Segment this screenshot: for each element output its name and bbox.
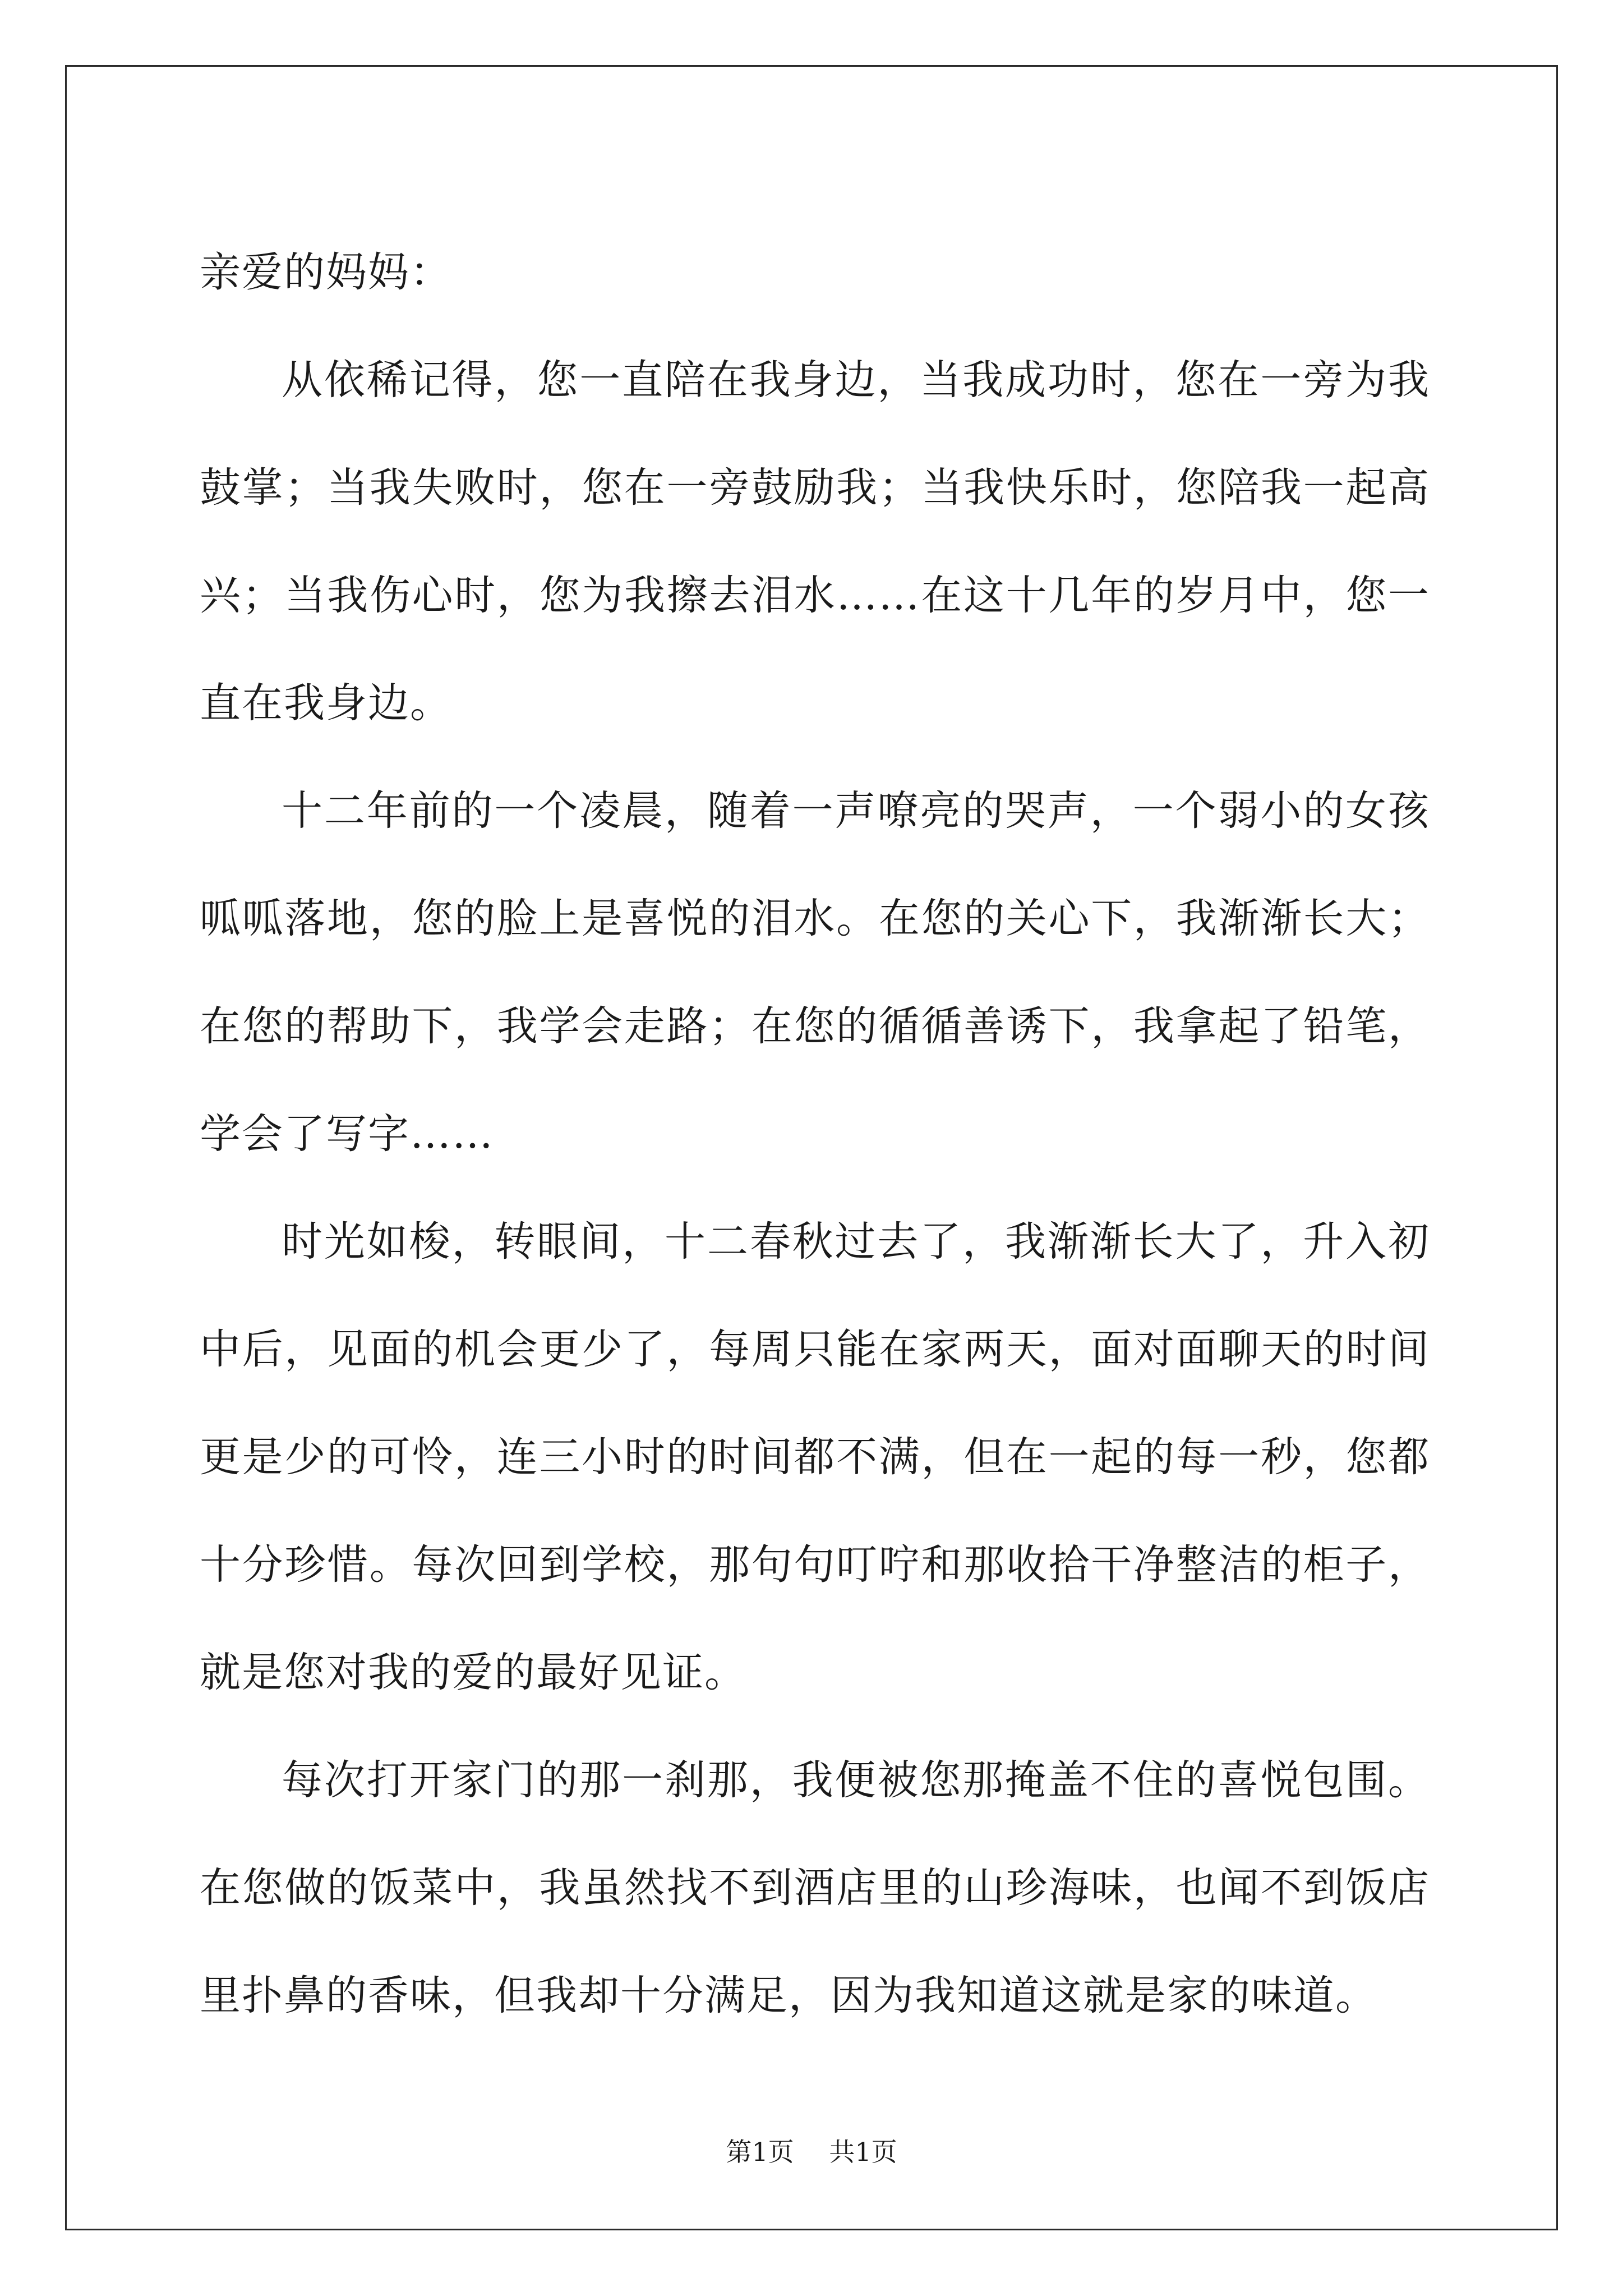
letter-body bbox=[200, 219, 1430, 2050]
letter-paragraph-1: 从依稀记得，您一直陪在我身边，当我成功时，您在一旁为我鼓掌；当我失败时，您在一旁鼓励我；当我快乐时，您陪我一起高兴；当我伤心时，您为我擦去泪水……在这十几年的岁月中，您一直在我身边。 bbox=[200, 356, 1430, 727]
page-number-current: 第1页 bbox=[726, 2137, 794, 2167]
letter-paragraph-2: 十二年前的一个凌晨，随着一声嘹亮的哭声，一个弱小的女孩呱呱落地，您的脸上是喜悦的泪水。在您的关心下，我渐渐长大；在您的帮助下，我学会走路；在您的循循善诱下，我拿起了铅笔，学会了写字…… bbox=[200, 787, 1430, 1158]
letter-salutation: 亲爱的妈妈： bbox=[200, 249, 452, 296]
page-number-total: 共1页 bbox=[829, 2137, 897, 2167]
page-footer bbox=[0, 2135, 1623, 2169]
letter-paragraph-3: 时光如梭，转眼间，十二春秋过去了，我渐渐长大了，升入初中后，见面的机会更少了，每周只能在家两天，面对面聊天的时间更是少的可怜，连三小时的时间都不满，但在一起的每一秒，您都十分珍惜。每次回到学校，那句句叮咛和那收拾干净整洁的柜子，就是您对我的爱的最好见证。 bbox=[200, 1218, 1430, 1696]
letter-paragraph-4: 每次打开家门的那一刹那，我便被您那掩盖不住的喜悦包围。在您做的饭菜中，我虽然找不到酒店里的山珍海味，也闻不到饭店里扑鼻的香味，但我却十分满足，因为我知道这就是家的味道。 bbox=[200, 1756, 1430, 2019]
